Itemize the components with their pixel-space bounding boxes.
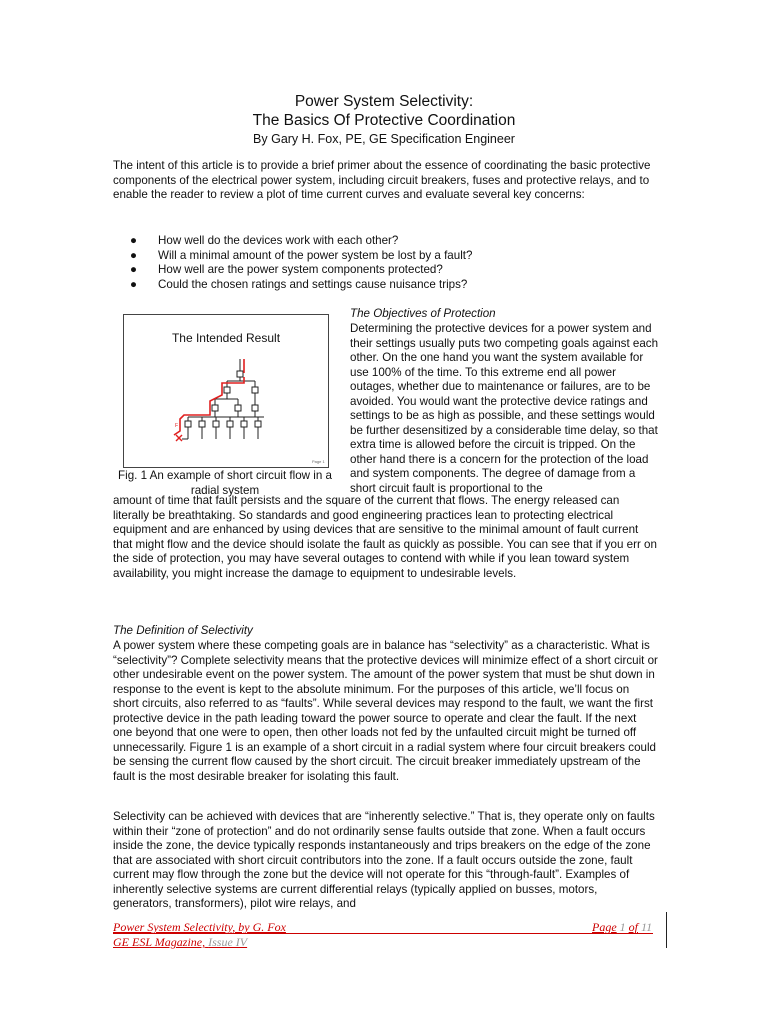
list-item: ● How well are the power system components protected? (130, 263, 443, 276)
section-heading-selectivity: The Definition of Selectivity (113, 624, 253, 637)
section-heading-objectives: The Objectives of Protection (350, 307, 496, 320)
concerns-list (113, 234, 653, 292)
figure-caption: Fig. 1 An example of short circuit flow in a radial system (118, 469, 332, 497)
change-bar (666, 912, 667, 948)
objectives-text-full: amount of time that fault persists and the square of the current that flows. The energy released can literally be breathtaking. So standards and good engineering practices lean to protecting electrical equipment and are enhanced by using devices that are sensitive to the minimal amount of fault current that might flow and the device should isolate the fault as quickly as possible. You can see that if you err on the side of protection, you may have several outages to contend with while if you lean toward system availability, you might increase the damage to equipment to undesirable levels. (113, 494, 657, 580)
bullet-icon: ● (130, 263, 138, 276)
list-item: ● Will a minimal amount of the power system be lost by a fault? (130, 248, 473, 262)
title-line-2: The Basics Of Protective Coordination (252, 112, 516, 129)
title-line-1: Power System Selectivity: (294, 93, 474, 110)
footer-article-title: Power System Selectivity, by G. Fox (113, 920, 286, 934)
inherent-selectivity-paragraph: Selectivity can be achieved with devices that are “inherently selective.” That is, they operate only on faults within their “zone of protection” and do not ordinarily sense faults outside that zone. When a fault occurs inside the zone, the device typically responds instantaneously and trips breakers on the edge of the zone that are associated with short circuit contributors into the zone. If a fault occurs outside the zone, fault current may flow through the zone but the device will not operate for this “through-fault”. Examples of inherently selective systems are current differential relays (typically applied on busses, motors, generators, transformers), pilot wire relays, and (113, 810, 655, 910)
svg-text:F: F (175, 423, 179, 429)
selectivity-paragraph: A power system where these competing goals are in balance has “selectivity” as a characteristic. What is “selectivity”? Complete selectivity means that the protective devices will minimize effect of a short circuit or other undesirable event on the power system. The amount of the power system that must be shut down in response to the event is kept to the absolute minimum. For the purposes of this article, we’ll focus on short circuits, also referred to as “faults”. While several devices may respond to the fault, we want the first protective device in the path leading toward the power source to operate and clear the fault. If the next one beyond that one were to open, then other loads not fed by the unfaulted circuit might be turned off unnecessarily. Figure 1 is an example of a short circuit in a radial system where four circuit breakers could be sensing the current flow caused by the short circuit. The circuit breaker immediately upstream of the fault is the most desirable breaker for isolating this fault. (113, 639, 658, 783)
byline: By Gary H. Fox, PE, GE Specification Engineer (253, 132, 515, 146)
bullet-icon: ● (130, 277, 138, 291)
bullet-icon: ● (130, 248, 138, 262)
objectives-text-side: Determining the protective devices for a power system and their settings usually puts two competing goals against each other. On the one hand you want the system available for use 100% of the time. To this extreme end all power outages, whether due to maintenance or failures, are to be avoided. You would want the protective device ratings and settings to be as high as possible, and these settings would be further desensitized by a considerable time delay, so that extra time is allowed before the circuit is tripped. On the other hand there is a concern for the protection of the load and system components. The degree of damage from a short circuit fault is proportional to the (350, 322, 659, 495)
intro-paragraph: The intent of this article is to provide a brief primer about the essence of coordinating the basic protective components of the electrical power system, including circuit breakers, fuses and protective relays, and to enable the reader to review a plot of time current curves and evaluate several key concerns: (113, 159, 651, 201)
figure-title: The Intended Result (171, 331, 281, 345)
radial-system-diagram (124, 315, 328, 467)
footer-page-number: Page 1 of 11 (592, 920, 653, 934)
list-item: ● How well do the devices work with each other? (130, 234, 399, 247)
footer-magazine: GE ESL Magazine, Issue IV (113, 935, 248, 949)
figure-1 (123, 314, 329, 468)
figure-page-mark: Page 1 (312, 459, 325, 464)
bullet-icon: ● (130, 234, 138, 247)
list-item: ● Could the chosen ratings and settings cause nuisance trips? (130, 277, 468, 291)
fault-marker-icon (176, 435, 182, 441)
